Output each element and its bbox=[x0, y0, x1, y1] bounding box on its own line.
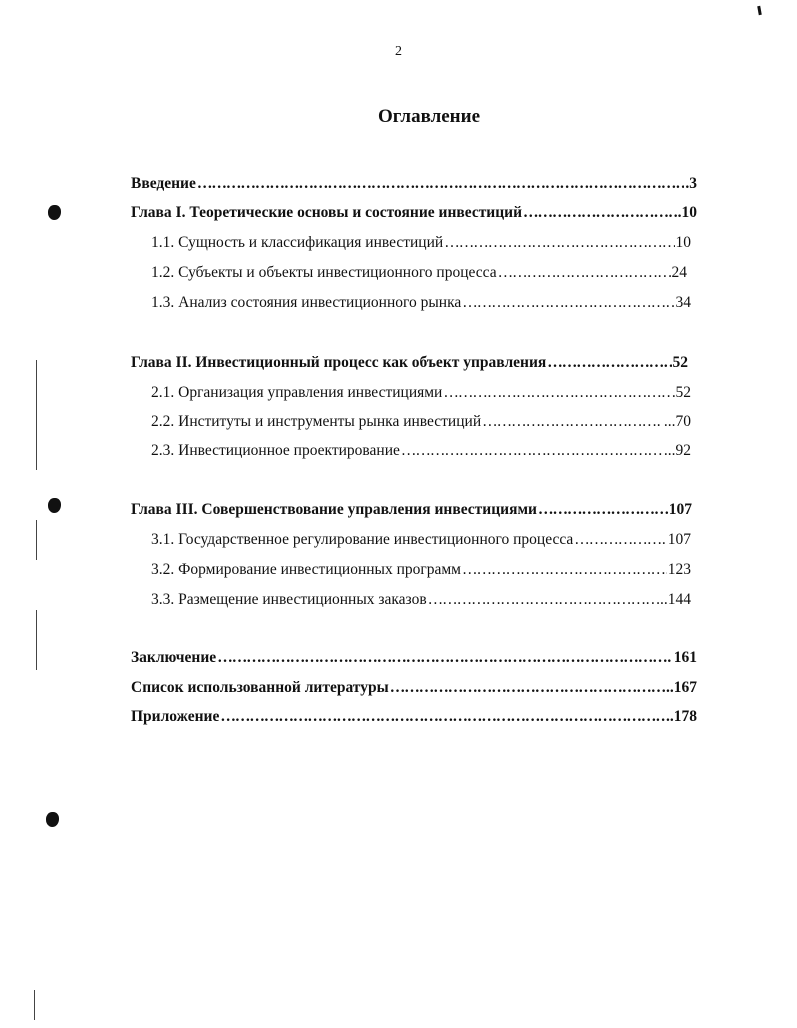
toc-page: 52 bbox=[672, 354, 688, 371]
binder-hole-1 bbox=[48, 205, 61, 220]
margin-line bbox=[36, 360, 37, 470]
toc-label: 2.1. Организация управления инвестициями bbox=[151, 384, 443, 401]
toc-label: Глава II. Инвестиционный процесс как объект управления bbox=[131, 354, 547, 371]
toc-page: ..178 bbox=[666, 708, 697, 725]
toc-leader bbox=[547, 353, 671, 373]
toc-label: 3.2. Формирование инвестиционных программ bbox=[151, 561, 461, 578]
toc-page: ..10 bbox=[673, 204, 697, 221]
toc-page: ...92 bbox=[663, 442, 691, 459]
toc-label: Список использованной литературы bbox=[131, 679, 389, 696]
toc-leader bbox=[217, 648, 673, 668]
page-title: Оглавление bbox=[377, 106, 481, 127]
toc-label: Заключение bbox=[131, 649, 217, 666]
toc-page: 34 bbox=[675, 294, 691, 311]
toc-entry-intro bbox=[131, 174, 697, 194]
toc-page: .3 bbox=[685, 175, 697, 192]
toc-leader bbox=[538, 500, 664, 520]
toc-entry-appendix bbox=[131, 707, 697, 727]
toc-leader bbox=[401, 441, 663, 461]
toc-page: ..167 bbox=[666, 679, 697, 696]
toc-label: 2.3. Инвестиционное проектирование bbox=[151, 442, 400, 459]
toc-page: ...144 bbox=[656, 591, 691, 608]
toc-leader bbox=[462, 560, 667, 580]
toc-leader bbox=[498, 263, 671, 283]
toc-leader bbox=[444, 233, 674, 253]
toc-page: 10 bbox=[675, 234, 691, 251]
toc-entry-3-1 bbox=[151, 530, 691, 550]
margin-line bbox=[36, 610, 37, 670]
toc-entry-1-2 bbox=[151, 263, 687, 283]
toc-leader bbox=[220, 707, 665, 727]
toc-leader bbox=[462, 293, 674, 313]
toc-entry-chapter-2 bbox=[131, 353, 688, 373]
margin-line bbox=[34, 990, 35, 1020]
toc-entry-conclusion bbox=[131, 648, 697, 668]
toc-page: ...70 bbox=[663, 413, 691, 430]
toc-label: Глава III. Совершенствование управления инвестициями bbox=[131, 501, 537, 518]
toc-leader bbox=[574, 530, 666, 550]
toc-leader bbox=[482, 412, 663, 432]
toc-label: 1.1. Сущность и классификация инвестиций bbox=[151, 234, 444, 251]
toc-label: 2.2. Институты и инструменты рынка инвестиций bbox=[151, 413, 482, 430]
toc-leader bbox=[390, 678, 665, 698]
toc-entry-references bbox=[131, 678, 697, 698]
toc-page: 52 bbox=[675, 384, 691, 401]
binder-hole-3 bbox=[46, 812, 59, 827]
toc-label: Приложение bbox=[131, 708, 220, 725]
toc-entry-2-2 bbox=[151, 412, 691, 432]
toc-entry-3-2 bbox=[151, 560, 691, 580]
toc-leader bbox=[197, 174, 685, 194]
toc-label: Введение bbox=[131, 175, 196, 192]
toc-page: .107 bbox=[664, 501, 692, 518]
corner-mark bbox=[757, 6, 762, 15]
toc-entry-2-1 bbox=[151, 383, 691, 403]
binder-hole-2 bbox=[48, 498, 61, 513]
toc-page: 107 bbox=[667, 531, 691, 548]
toc-entry-chapter-1 bbox=[131, 203, 697, 223]
toc-entry-chapter-3 bbox=[131, 500, 692, 520]
toc-label: Глава I. Теоретические основы и состояние инвестиций bbox=[131, 204, 523, 221]
margin-line bbox=[36, 520, 37, 560]
toc-label: 1.2. Субъекты и объекты инвестиционного процесса bbox=[151, 264, 497, 281]
toc-page: 123 bbox=[667, 561, 691, 578]
toc-entry-1-3 bbox=[151, 293, 691, 313]
toc-label: 3.1. Государственное регулирование инвестиционного процесса bbox=[151, 531, 574, 548]
toc-label: 1.3. Анализ состояния инвестиционного рынка bbox=[151, 294, 462, 311]
toc-entry-3-3 bbox=[151, 590, 691, 610]
toc-page: 24 bbox=[671, 264, 687, 281]
page-number: 2 bbox=[395, 44, 402, 59]
toc-label: 3.3. Размещение инвестиционных заказов bbox=[151, 591, 427, 608]
toc-leader bbox=[428, 590, 655, 610]
toc-entry-1-1 bbox=[151, 233, 691, 253]
toc-entry-2-3 bbox=[151, 441, 691, 461]
toc-leader bbox=[523, 203, 673, 223]
toc-leader bbox=[443, 383, 674, 403]
toc-page: 161 bbox=[673, 649, 697, 666]
